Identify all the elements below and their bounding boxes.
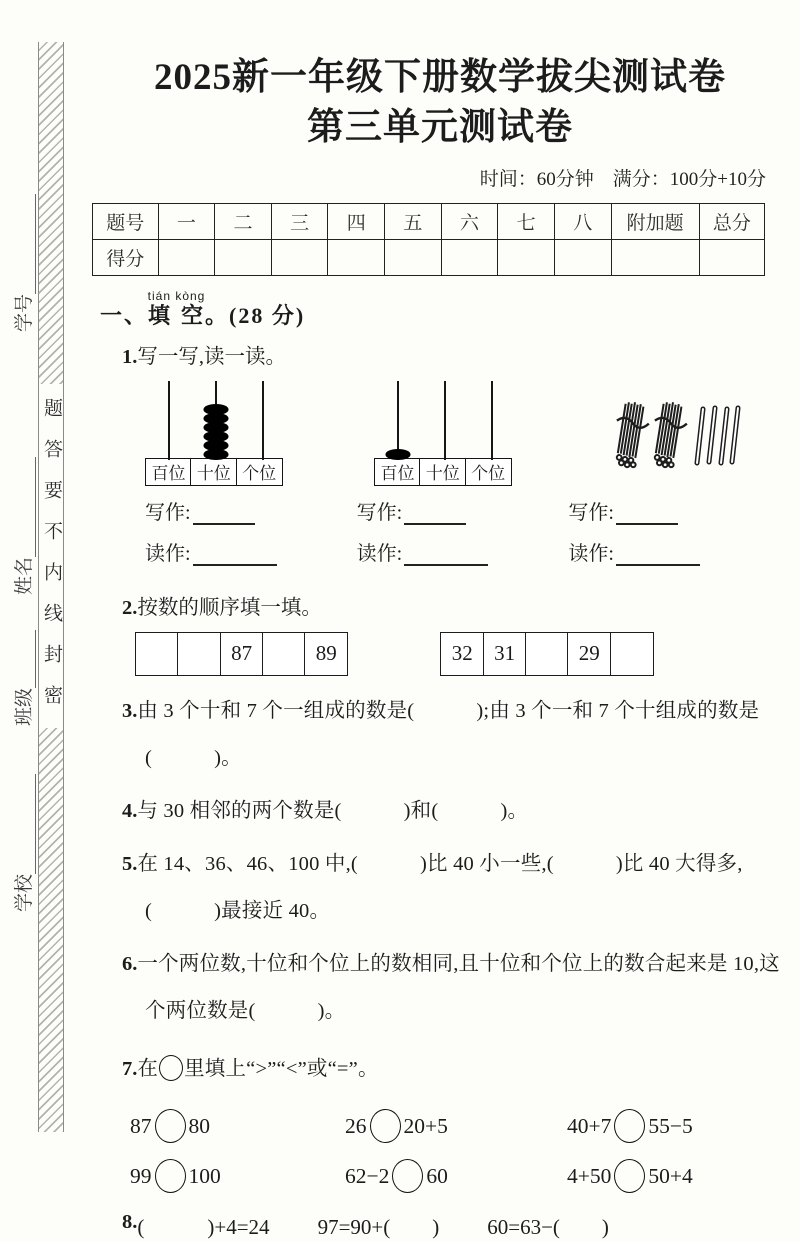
comparison-circle [614, 1109, 645, 1143]
name-label: 姓名 [14, 556, 35, 595]
comparison-circle [614, 1159, 645, 1193]
answer-line [616, 545, 700, 566]
question-2-sequences [100, 632, 780, 676]
score-row-label: 得分 [93, 239, 159, 275]
abacus-rod-ones [239, 381, 286, 458]
score-header-cell: 题号 [93, 203, 159, 239]
sequence-cell [262, 632, 306, 676]
sticks-figure [611, 399, 741, 482]
question-text: 与 30 相邻的两个数是( )和( )。 [137, 799, 529, 822]
abacus-rod-hundreds [145, 381, 192, 458]
score-empty-cell [498, 239, 555, 275]
seal-text: 题答要不内线封密 [41, 398, 62, 726]
abacus-figure-2 [374, 381, 515, 486]
sequence-cell [135, 632, 179, 676]
sequence-cell [610, 632, 654, 676]
answer-column-1 [145, 496, 357, 578]
question-text: 一个两位数,十位和个位上的数相同,且十位和个位上的数合起来是 10,这个两位数是( )。 [137, 952, 780, 1023]
score-empty-cell [271, 239, 328, 275]
answer-line [404, 545, 488, 566]
exam-meta: 时间：60分钟 满分：100分+10分 [479, 168, 766, 190]
score-header-cell: 二 [215, 203, 272, 239]
question-8: 8. ( )+4=24 97=90+( ) 60=63−( ) [122, 1211, 609, 1240]
sequence-cell: 31 [483, 632, 527, 676]
question-1-label: 1.写一写,读一读。 [122, 345, 286, 368]
class-label: 班级 [14, 687, 35, 726]
place-label-hundreds: 百位 [145, 458, 192, 486]
comparison-item: 40+7 55−5 [567, 1109, 693, 1143]
student-id-label: 学号 [14, 293, 35, 332]
answer-column-2 [357, 496, 569, 578]
sequence-cell [177, 632, 221, 676]
score-empty-cell [554, 239, 611, 275]
equation-blank: ( )+4=24 [137, 1215, 270, 1240]
answer-line [404, 504, 466, 525]
write-label: 写作: [356, 501, 403, 524]
name-field [9, 457, 36, 595]
score-table [92, 203, 765, 276]
abacus-bead [385, 449, 410, 460]
score-table-score-row [93, 239, 765, 275]
comparison-row [100, 1159, 780, 1193]
abacus-rod-tens [192, 381, 239, 458]
page-subtitle: 第三单元测试卷 [307, 106, 573, 148]
comparison-item: 4+50 50+4 [567, 1159, 693, 1193]
comparison-circle [392, 1159, 423, 1193]
class-field [9, 630, 36, 726]
abacus-figure-1 [145, 381, 286, 486]
score-empty-cell [699, 239, 765, 275]
question-text: 由 3 个十和 7 个一组成的数是( );由 3 个一和 7 个十组成的数是( )。 [137, 699, 760, 770]
place-label-tens: 十位 [419, 458, 466, 486]
score-header-cell: 六 [441, 203, 498, 239]
place-label-tens: 十位 [190, 458, 237, 486]
comparison-item: 87 80 [130, 1109, 345, 1143]
write-label: 写作: [568, 501, 614, 524]
score-header-cell: 一 [158, 203, 215, 239]
seal-hatching-bottom [39, 728, 63, 1132]
section-1-heading: 一、填 空tián kòng。(28 分) [100, 288, 306, 328]
place-label-ones: 个位 [465, 458, 512, 486]
sequence-strip-1 [135, 632, 348, 676]
answer-column-3 [568, 496, 780, 578]
equation-blank: 60=63−( ) [487, 1215, 609, 1240]
sequence-cell: 87 [220, 632, 264, 676]
comparison-item: 62−2 60 [345, 1159, 567, 1193]
score-table-header-row [93, 203, 765, 239]
abacus-rod-tens [421, 381, 468, 458]
name-blank-line [15, 457, 36, 557]
question-3: 3.由 3 个十和 7 个一组成的数是( );由 3 个一和 7 个十组成的数是( )。 [122, 699, 760, 770]
score-empty-cell [215, 239, 272, 275]
read-label: 读作: [356, 542, 403, 565]
exam-paper [100, 0, 780, 1241]
student-id-field [9, 194, 36, 332]
question-4: 4.与 30 相邻的两个数是( )和( )。 [122, 799, 529, 822]
comparison-item: 26 20+5 [345, 1109, 567, 1143]
score-empty-cell [441, 239, 498, 275]
score-header-cell: 八 [554, 203, 611, 239]
seal-line [38, 42, 64, 1132]
sequence-cell: 32 [440, 632, 484, 676]
comparison-row [100, 1109, 780, 1143]
student-id-blank-line [15, 194, 36, 294]
score-header-cell: 七 [498, 203, 555, 239]
class-blank-line [15, 630, 36, 688]
place-label-ones: 个位 [236, 458, 283, 486]
fill-blank-ruby: 填 空tián kòng [147, 288, 206, 328]
score-header-cell: 三 [271, 203, 328, 239]
answer-line [193, 504, 255, 525]
abacus-rod-hundreds [374, 381, 421, 458]
question-1-figures [100, 381, 780, 486]
score-header-cell: 五 [385, 203, 442, 239]
page-title: 2025新一年级下册数学拔尖测试卷 [154, 57, 726, 98]
score-header-cell: 附加题 [611, 203, 699, 239]
pinyin-annotation: tián kòng [147, 288, 206, 303]
score-empty-cell [385, 239, 442, 275]
question-5: 5.在 14、36、46、100 中,( )比 40 小一些,( )比 40 大得多,( )最接近 40。 [122, 852, 743, 923]
seal-hatching-top [39, 42, 63, 384]
school-label: 学校 [14, 873, 35, 912]
equation-blank: 97=90+( ) [317, 1215, 440, 1240]
comparison-item: 99 100 [130, 1159, 345, 1193]
question-text: 在 14、36、46、100 中,( )比 40 小一些,( )比 40 大得多,( )最接近 40。 [137, 852, 743, 923]
school-blank-line [15, 774, 36, 874]
read-label: 读作: [568, 542, 614, 565]
score-empty-cell [328, 239, 385, 275]
score-header-cell: 总分 [699, 203, 765, 239]
score-header-cell: 四 [328, 203, 385, 239]
write-label: 写作: [145, 501, 191, 524]
question-7-label: 7.在 里填上“>”“<”或“=”。 [100, 1046, 780, 1094]
score-empty-cell [611, 239, 699, 275]
question-2-label: 2.按数的顺序填一填。 [122, 596, 322, 619]
question-6: 6.一个两位数,十位和个位上的数相同,且十位和个位上的数合起来是 10,这个两位数是( )。 [122, 952, 780, 1023]
sequence-cell: 29 [567, 632, 611, 676]
score-empty-cell [158, 239, 215, 275]
comparison-circle [155, 1159, 186, 1193]
sequence-strip-2 [440, 632, 653, 676]
comparison-circle [370, 1109, 401, 1143]
read-label: 读作: [145, 542, 191, 565]
question-1-answers [100, 496, 780, 578]
question-7-comparisons [100, 1109, 780, 1193]
sequence-cell [525, 632, 569, 676]
abacus-bead [203, 449, 228, 460]
place-label-hundreds: 百位 [374, 458, 421, 486]
abacus-rod-ones [468, 381, 515, 458]
answer-line [616, 504, 678, 525]
answer-line [193, 545, 277, 566]
comparison-circle [155, 1109, 186, 1143]
blank-circle-icon [159, 1055, 183, 1081]
sequence-cell: 89 [304, 632, 348, 676]
school-field [9, 774, 36, 912]
